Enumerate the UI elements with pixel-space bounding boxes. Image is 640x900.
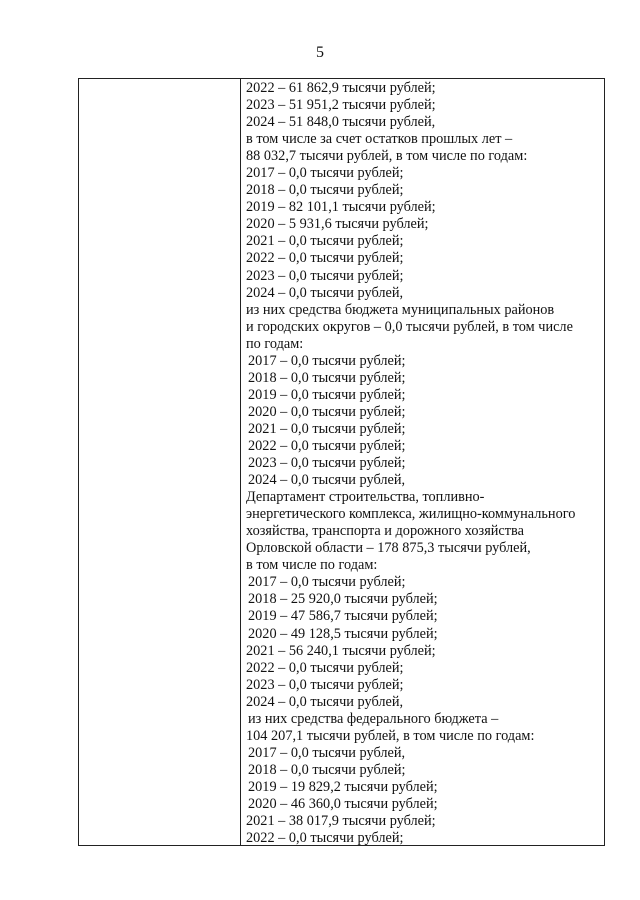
text-line: 2019 – 47 586,7 тысячи рублей; [248, 608, 438, 625]
text-line: 2024 – 0,0 тысячи рублей, [248, 472, 406, 489]
text-line: хозяйства, транспорта и дорожного хозяйства [246, 523, 524, 540]
text-line: 2018 – 0,0 тысячи рублей; [248, 369, 406, 386]
text-line: в том числе по годам: [246, 557, 378, 574]
text-line: 2022 – 0,0 тысячи рублей; [246, 250, 404, 267]
text-line: 2021 – 0,0 тысячи рублей; [246, 233, 404, 250]
text-line: по годам: [246, 335, 304, 352]
text-line: 2023 – 0,0 тысячи рублей; [246, 676, 404, 693]
text-line: 2021 – 56 240,1 тысячи рублей; [246, 642, 436, 659]
text-line: 2018 – 0,0 тысячи рублей; [246, 182, 404, 199]
table-right-cell [241, 79, 604, 845]
text-line: 2020 – 49 128,5 тысячи рублей; [248, 625, 438, 642]
text-line: 2018 – 0,0 тысячи рублей; [248, 761, 406, 778]
text-line: 2024 – 0,0 тысячи рублей, [246, 693, 404, 710]
text-line: Орловской области – 178 875,3 тысячи рублей, [246, 540, 531, 557]
text-line: 2022 – 0,0 тысячи рублей; [246, 830, 404, 847]
text-line: энергетического комплекса, жилищно-коммунального [246, 506, 576, 523]
text-line: 88 032,7 тысячи рублей, в том числе по годам: [246, 148, 528, 165]
text-line: и городских округов – 0,0 тысячи рублей, в том числе [246, 318, 573, 335]
text-line: 2023 – 51 951,2 тысячи рублей; [246, 97, 436, 114]
text-line: из них средства федерального бюджета – [248, 710, 499, 727]
text-line: из них средства бюджета муниципальных районов [246, 301, 555, 318]
text-line: 2020 – 46 360,0 тысячи рублей; [248, 795, 438, 812]
text-line: 2024 – 51 848,0 тысячи рублей, [246, 114, 436, 131]
funding-table [78, 78, 605, 846]
text-line: 2022 – 0,0 тысячи рублей; [248, 437, 406, 454]
text-line: 2019 – 82 101,1 тысячи рублей; [246, 199, 436, 216]
text-line: 2019 – 0,0 тысячи рублей; [248, 386, 406, 403]
text-line: 2023 – 0,0 тысячи рублей; [246, 267, 404, 284]
text-line: 2019 – 19 829,2 тысячи рублей; [248, 778, 438, 795]
page-number: 5 [316, 44, 324, 61]
text-line: 2023 – 0,0 тысячи рублей; [248, 455, 406, 472]
text-line: 2024 – 0,0 тысячи рублей, [246, 284, 404, 301]
text-line: 2017 – 0,0 тысячи рублей; [248, 352, 406, 369]
text-line: Департамент строительства, топливно- [246, 489, 485, 506]
text-line: 2022 – 61 862,9 тысячи рублей; [246, 80, 436, 96]
text-line: 104 207,1 тысячи рублей, в том числе по годам: [246, 727, 535, 744]
text-line: 2020 – 0,0 тысячи рублей; [248, 403, 406, 420]
text-line: 2022 – 0,0 тысячи рублей; [246, 659, 404, 676]
text-line: 2017 – 0,0 тысячи рублей; [248, 574, 406, 591]
text-line: 2018 – 25 920,0 тысячи рублей; [248, 591, 438, 608]
text-line: 2021 – 38 017,9 тысячи рублей; [246, 813, 436, 830]
text-line: в том числе за счет остатков прошлых лет – [246, 131, 513, 148]
text-line: 2020 – 5 931,6 тысячи рублей; [246, 216, 429, 233]
table-left-cell [79, 79, 241, 845]
text-line: 2017 – 0,0 тысячи рублей; [246, 165, 404, 182]
text-line: 2017 – 0,0 тысячи рублей, [248, 744, 406, 761]
text-line: 2021 – 0,0 тысячи рублей; [248, 420, 406, 437]
